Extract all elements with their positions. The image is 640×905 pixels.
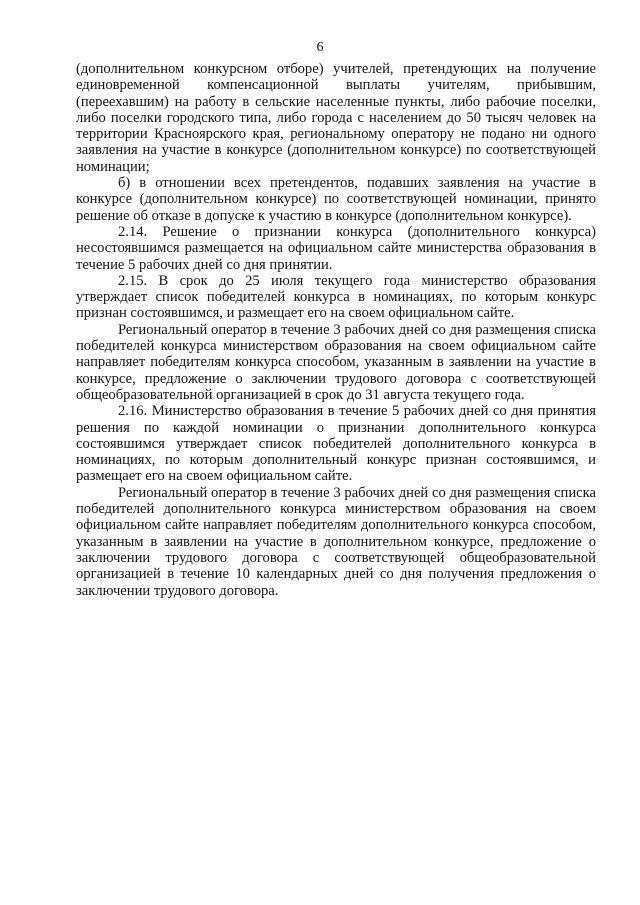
paragraph-regional-operator-2: Региональный оператор в течение 3 рабочих дней со дня размещения списка победителей дополнительного конкурса министерством образования на своем официальном сайте направляет победителям дополнительного конкурса способом, указанным в заявлении на участие в дополнительном конкурсе, предложение о заключении трудового договора с соответствующей общеобразовательной организацией в течение 10 календарных дней со дня получения предложения о заключении трудового договора.	[76, 484, 596, 599]
document-body	[76, 61, 596, 599]
paragraph-clause-2-15: 2.15. В срок до 25 июля текущего года министерство образования утверждает список победителей конкурса в номинациях, по которым конкурс признан состоявшимся, и размещает его на своем официальном сайте.	[76, 272, 596, 322]
paragraph-clause-2-16: 2.16. Министерство образования в течение 5 рабочих дней со дня принятия решения по каждой номинации о признании дополнительного конкурса состоявшимся утверждает список победителей дополнительного конкурса в номинациях, по которым дополнительный конкурс признан состоявшимся, и размещает его на своем официальном сайте.	[76, 403, 596, 485]
page-number: 6	[316, 40, 324, 55]
paragraph-continuation: (дополнительном конкурсном отборе) учителей, претендующих на получение единовременной компенсационной выплаты учителям, прибывшим, (переехавшим) на работу в сельские населенные пункты, либо рабочие поселки, либо поселки городского типа, либо города с населением до 50 тысяч человек на территории Красноярского края, региональному оператору не подано ни одного заявления на участие в конкурсе (дополнительном конкурсе) по соответствующей номинации;	[76, 61, 596, 175]
paragraph-regional-operator-1: Региональный оператор в течение 3 рабочих дней со дня размещения списка победителей конкурса министерством образования на своем официальном сайте направляет победителям конкурса способом, указанным в заявлении на участие в конкурсе, предложение о заключении трудового договора с соответствующей общеобразовательной организацией в срок до 31 августа текущего года.	[76, 321, 596, 403]
paragraph-subclause-b: б) в отношении всех претендентов, подавших заявления на участие в конкурсе (дополнительном конкурсе) по соответствующей номинации, принято решение об отказе в допуске к участию в конкурсе (дополнительном конкурсе).	[76, 175, 596, 224]
paragraph-clause-2-14: 2.14. Решение о признании конкурса (дополнительного конкурса) несостоявшимся размещается на официальном сайте министерства образования в течение 5 рабочих дней со дня принятии.	[76, 223, 596, 273]
